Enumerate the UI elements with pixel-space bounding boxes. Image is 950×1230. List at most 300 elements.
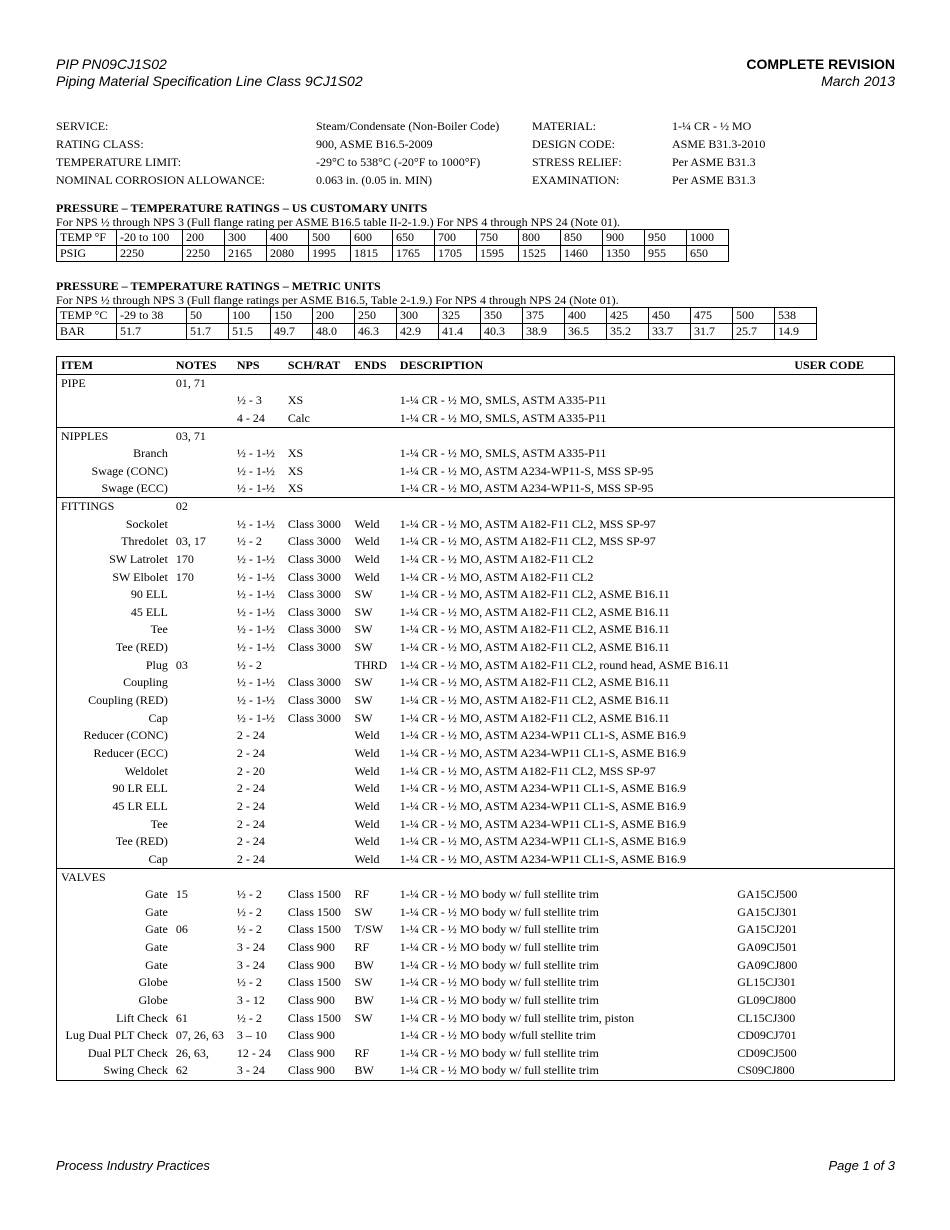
nps-cell: 4 - 24 <box>236 410 265 425</box>
user-code-cell: GA15CJ301 <box>737 904 798 919</box>
metric-bar-cell: 40.3 <box>481 324 523 340</box>
us-temp-cell: 500 <box>309 230 351 246</box>
ends-cell: T/SW <box>354 922 384 937</box>
notes-cell: 03, 17 <box>175 534 206 549</box>
ends-cell: Weld <box>354 745 380 760</box>
item-cell: Lift Check <box>116 1010 168 1025</box>
notes-cell <box>172 798 233 816</box>
metric-ratings-table <box>56 307 817 340</box>
description-cell: 1-¼ CR - ½ MO, ASTM A182-F11 CL2, MSS SP-97 <box>399 516 656 531</box>
table-row <box>57 727 895 745</box>
user-code-cell <box>733 569 894 587</box>
item-cell: Globe <box>138 975 168 990</box>
nps-cell: ½ - 2 <box>236 887 262 902</box>
description-cell <box>396 868 733 886</box>
metric-bar-cell: 35.2 <box>607 324 649 340</box>
item-cell: Globe <box>138 992 168 1007</box>
description-cell: 1-¼ CR - ½ MO, ASTM A182-F11 CL2 <box>399 569 594 584</box>
us-temp-cell: 800 <box>519 230 561 246</box>
nps-cell: 2 - 24 <box>236 798 265 813</box>
table-row <box>57 833 895 851</box>
col-header-item: ITEM <box>57 357 172 375</box>
user-code-cell <box>733 657 894 675</box>
item-cell: VALVES <box>57 868 172 886</box>
group-row <box>57 427 895 445</box>
ends-cell: SW <box>354 604 373 619</box>
col-header-nps: NPS <box>233 357 284 375</box>
group-row <box>57 498 895 516</box>
ends-cell: Weld <box>354 834 380 849</box>
sch-rat-cell: Class 3000 <box>287 693 341 708</box>
us-psig-cell: 2250 <box>183 246 225 262</box>
nps-cell: 12 - 24 <box>236 1045 271 1060</box>
us-temp-row <box>57 230 729 246</box>
table-row <box>57 569 895 587</box>
metric-temp-row <box>57 308 817 324</box>
table-row <box>57 604 895 622</box>
description-cell: 1-¼ CR - ½ MO body w/full stellite trim <box>399 1028 596 1043</box>
description-cell: 1-¼ CR - ½ MO, ASTM A182-F11 CL2, ASME B16.11 <box>399 693 670 708</box>
table-row <box>57 780 895 798</box>
sch-rat-cell <box>284 427 351 445</box>
info-label: TEMPERATURE LIMIT: <box>56 155 182 169</box>
item-cell: Gate <box>145 904 168 919</box>
item-cell: Coupling <box>123 675 168 690</box>
doc-id: PIP PN09CJ1S02 <box>56 56 167 72</box>
description-cell: 1-¼ CR - ½ MO, ASTM A234-WP11-S, MSS SP-95 <box>399 481 654 496</box>
ends-cell <box>351 480 396 498</box>
metric-ratings-note: For NPS ½ through NPS 3 (Full flange ratings per ASME B16.5, Table 2-1.9.) For NPS 4 through NPS 24 (Note 01). <box>56 293 619 307</box>
user-code-cell <box>733 621 894 639</box>
description-cell: 1-¼ CR - ½ MO, ASTM A234-WP11 CL1-S, ASME B16.9 <box>399 728 687 743</box>
sch-rat-cell: Class 3000 <box>287 587 341 602</box>
info-left-values <box>316 117 499 189</box>
description-cell <box>396 375 733 393</box>
sch-rat-cell: Class 900 <box>287 992 335 1007</box>
user-code-cell: CL15CJ300 <box>737 1010 796 1025</box>
nps-cell: ½ - 1-½ <box>236 587 275 602</box>
notes-cell: 02 <box>172 498 233 516</box>
nps-cell: 3 - 24 <box>236 940 265 954</box>
ends-cell: SW <box>354 710 373 725</box>
nps-cell: ½ - 1-½ <box>236 481 275 496</box>
user-code-cell <box>733 816 894 834</box>
us-temp-row-label: TEMP °F <box>57 230 117 246</box>
us-psig-cell: 1525 <box>519 246 561 262</box>
table-row <box>57 745 895 763</box>
metric-bar-cell: 42.9 <box>397 324 439 340</box>
notes-cell <box>172 639 233 657</box>
nps-cell: ½ - 1-½ <box>236 446 275 461</box>
item-cell: SW Latrolet <box>109 551 168 566</box>
item-cell: Coupling (RED) <box>88 693 168 708</box>
us-pressure-row <box>57 246 729 262</box>
us-ratings-section <box>56 201 895 262</box>
table-row <box>57 974 895 992</box>
description-cell: 1-¼ CR - ½ MO body w/ full stellite trim <box>399 1045 599 1060</box>
nps-cell: ½ - 2 <box>236 534 262 549</box>
user-code-cell <box>733 463 894 481</box>
nps-cell: 2 - 24 <box>236 851 265 866</box>
sch-rat-cell: Class 1500 <box>287 887 341 902</box>
table-row <box>57 551 895 569</box>
notes-cell: 26, 63, <box>175 1045 209 1060</box>
materials-header-row <box>57 357 895 375</box>
user-code-cell <box>733 480 894 498</box>
item-cell: FITTINGS <box>57 498 172 516</box>
metric-bar-row-label: BAR <box>57 324 117 340</box>
us-temp-cell: 600 <box>351 230 393 246</box>
user-code-cell <box>733 798 894 816</box>
metric-temp-cell: 250 <box>355 308 397 324</box>
notes-cell: 61 <box>175 1010 188 1025</box>
metric-temp-cell: -29 to 38 <box>117 308 187 324</box>
us-psig-cell: 1595 <box>477 246 519 262</box>
page-number: Page 1 of 3 <box>828 1158 895 1173</box>
item-cell: Gate <box>145 887 168 902</box>
notes-cell <box>172 586 233 604</box>
user-code-cell <box>733 498 894 516</box>
table-row <box>57 480 895 498</box>
sch-rat-cell <box>284 375 351 393</box>
nps-cell <box>233 427 284 445</box>
ends-cell: Weld <box>354 551 380 566</box>
group-row <box>57 375 895 393</box>
notes-cell: 01, 71 <box>175 376 206 390</box>
metric-ratings-section <box>56 279 895 340</box>
item-cell: Dual PLT Check <box>87 1045 168 1060</box>
metric-temp-cell: 450 <box>649 308 691 324</box>
metric-temp-cell: 150 <box>271 308 313 324</box>
metric-temp-cell: 50 <box>187 308 229 324</box>
table-row <box>57 657 895 675</box>
ends-cell: SW <box>354 904 373 919</box>
nps-cell: ½ - 2 <box>236 1010 262 1025</box>
item-cell: 90 LR ELL <box>112 781 168 796</box>
us-psig-cell: 1995 <box>309 246 351 262</box>
table-row <box>57 586 895 604</box>
description-cell: 1-¼ CR - ½ MO body w/ full stellite trim <box>399 922 599 937</box>
table-row <box>57 798 895 816</box>
description-cell: 1-¼ CR - ½ MO, ASTM A182-F11 CL2, ASME B16.11 <box>399 710 670 725</box>
sch-rat-cell: XS <box>287 446 304 461</box>
metric-bar-cell: 48.0 <box>313 324 355 340</box>
sch-rat-cell: Class 1500 <box>287 904 341 919</box>
metric-bar-cell: 38.9 <box>523 324 565 340</box>
item-cell: Lug Dual PLT Check <box>65 1028 168 1043</box>
user-code-cell: CD09CJ701 <box>737 1028 797 1043</box>
doc-date: March 2013 <box>821 73 895 89</box>
info-label: MATERIAL: <box>532 119 596 133</box>
notes-cell <box>172 727 233 745</box>
user-code-cell: GA15CJ500 <box>737 887 798 902</box>
notes-cell <box>172 692 233 710</box>
document-page <box>56 56 895 1081</box>
info-label: DESIGN CODE: <box>532 137 615 151</box>
user-code-cell <box>733 604 894 622</box>
notes-cell: 07, 26, 63 <box>175 1028 224 1043</box>
nps-cell: 2 - 24 <box>236 816 265 831</box>
item-cell: Tee <box>150 622 168 637</box>
item-cell: Gate <box>145 957 168 972</box>
page-footer <box>56 1158 895 1173</box>
ends-cell: SW <box>354 693 373 708</box>
description-cell: 1-¼ CR - ½ MO, ASTM A234-WP11-S, MSS SP-95 <box>399 463 654 478</box>
sch-rat-cell: XS <box>287 481 304 496</box>
user-code-cell <box>733 533 894 551</box>
item-cell: Weldolet <box>124 763 168 778</box>
item-cell: Reducer (CONC) <box>83 728 168 743</box>
metric-bar-cell: 46.3 <box>355 324 397 340</box>
notes-cell <box>172 992 233 1010</box>
ends-cell: Weld <box>354 851 380 866</box>
ends-cell: SW <box>354 675 373 690</box>
table-row <box>57 463 895 481</box>
description-cell: 1-¼ CR - ½ MO, ASTM A182-F11 CL2, ASME B16.11 <box>399 622 670 637</box>
nps-cell: ½ - 2 <box>236 904 262 919</box>
table-row <box>57 445 895 463</box>
metric-bar-cell: 51.7 <box>187 324 229 340</box>
ends-cell: Weld <box>354 534 380 549</box>
description-cell: 1-¼ CR - ½ MO body w/ full stellite trim <box>399 975 599 990</box>
table-row <box>57 692 895 710</box>
sch-rat-cell <box>284 727 351 745</box>
sch-rat-cell: Class 3000 <box>287 640 341 655</box>
notes-cell <box>172 745 233 763</box>
sch-rat-cell: XS <box>287 463 304 478</box>
description-cell: 1-¼ CR - ½ MO, ASTM A234-WP11 CL1-S, ASME B16.9 <box>399 816 687 831</box>
item-cell: Swage (ECC) <box>101 481 168 496</box>
description-cell: 1-¼ CR - ½ MO, ASTM A182-F11 CL2, MSS SP-97 <box>399 534 656 549</box>
metric-temp-cell: 100 <box>229 308 271 324</box>
user-code-cell: GL15CJ301 <box>737 975 796 990</box>
nps-cell: 3 - 24 <box>236 957 265 972</box>
nps-cell: ½ - 2 <box>236 922 262 937</box>
user-code-cell <box>733 674 894 692</box>
materials-table <box>56 356 895 1081</box>
us-psig-row-label: PSIG <box>57 246 117 262</box>
spec-info-block <box>56 117 895 189</box>
item-cell: NIPPLES <box>57 427 172 445</box>
metric-temp-cell: 325 <box>439 308 481 324</box>
user-code-cell <box>733 710 894 728</box>
table-row <box>57 710 895 728</box>
description-cell: 1-¼ CR - ½ MO, ASTM A234-WP11 CL1-S, ASME B16.9 <box>399 798 687 813</box>
notes-cell: 62 <box>175 1063 188 1078</box>
sch-rat-cell <box>284 851 351 869</box>
notes-cell <box>172 604 233 622</box>
ends-cell: SW <box>354 640 373 655</box>
nps-cell: ½ - 1-½ <box>236 640 275 655</box>
header-row-1 <box>56 56 895 73</box>
sch-rat-cell <box>284 745 351 763</box>
sch-rat-cell: XS <box>287 393 304 408</box>
sch-rat-cell: Class 1500 <box>287 1010 341 1025</box>
sch-rat-cell: Class 900 <box>287 940 335 954</box>
metric-temp-cell: 200 <box>313 308 355 324</box>
ends-cell <box>351 375 396 393</box>
us-psig-cell: 2080 <box>267 246 309 262</box>
table-row <box>57 410 895 428</box>
table-row <box>57 674 895 692</box>
nps-cell: ½ - 2 <box>236 657 262 672</box>
notes-cell <box>172 763 233 781</box>
ends-cell: SW <box>354 622 373 637</box>
nps-cell: 2 - 24 <box>236 781 265 796</box>
table-row <box>57 886 895 904</box>
user-code-cell <box>733 639 894 657</box>
footer-org: Process Industry Practices <box>56 1158 210 1173</box>
metric-temp-row-label: TEMP °C <box>57 308 117 324</box>
user-code-cell <box>733 516 894 534</box>
us-psig-cell: 1460 <box>561 246 603 262</box>
info-label: RATING CLASS: <box>56 137 144 151</box>
metric-bar-cell: 36.5 <box>565 324 607 340</box>
description-cell: 1-¼ CR - ½ MO body w/ full stellite trim <box>399 887 599 902</box>
sch-rat-cell: Class 900 <box>287 1028 335 1043</box>
col-header-sch: SCH/RAT <box>284 357 351 375</box>
sch-rat-cell: Class 1500 <box>287 922 341 937</box>
item-cell: Tee (RED) <box>115 640 168 655</box>
user-code-cell <box>733 375 894 393</box>
us-temp-cell: 1000 <box>687 230 729 246</box>
metric-bar-cell: 31.7 <box>691 324 733 340</box>
us-temp-cell: -20 to 100 <box>117 230 183 246</box>
sch-rat-cell: Class 3000 <box>287 551 341 566</box>
ends-cell <box>351 1027 396 1045</box>
revision-label: COMPLETE REVISION <box>746 56 895 72</box>
description-cell: 1-¼ CR - ½ MO body w/ full stellite trim <box>399 904 599 919</box>
col-header-description: DESCRIPTION <box>396 357 733 375</box>
item-cell: Gate <box>145 922 168 937</box>
notes-cell <box>172 674 233 692</box>
nps-cell: ½ - 1-½ <box>236 604 275 619</box>
description-cell: 1-¼ CR - ½ MO body w/ full stellite trim <box>399 957 599 972</box>
info-right-labels <box>532 117 622 189</box>
sch-rat-cell <box>284 868 351 886</box>
sch-rat-cell <box>284 657 351 675</box>
table-row <box>57 992 895 1010</box>
user-code-cell: GA09CJ800 <box>737 957 798 972</box>
nps-cell: ½ - 1-½ <box>236 675 275 690</box>
nps-cell: 2 - 24 <box>236 745 265 760</box>
metric-bar-cell: 49.7 <box>271 324 313 340</box>
notes-cell <box>172 480 233 498</box>
info-value: Steam/Condensate (Non-Boiler Code) <box>316 119 500 133</box>
notes-cell <box>172 463 233 481</box>
nps-cell: ½ - 2 <box>236 975 262 990</box>
notes-cell <box>172 957 233 975</box>
nps-cell: 2 - 20 <box>236 763 265 778</box>
table-row <box>57 516 895 534</box>
ends-cell: Weld <box>354 728 380 743</box>
notes-cell <box>172 904 233 922</box>
user-code-cell <box>733 410 894 428</box>
description-cell: 1-¼ CR - ½ MO body w/ full stellite trim <box>399 1063 599 1078</box>
header-row-2 <box>56 73 895 90</box>
table-row <box>57 921 895 939</box>
notes-cell: 170 <box>175 569 194 584</box>
ends-cell <box>351 427 396 445</box>
nps-cell: ½ - 1-½ <box>236 622 275 637</box>
sch-rat-cell: Class 3000 <box>287 710 341 725</box>
item-cell: Cap <box>148 710 168 725</box>
metric-temp-cell: 475 <box>691 308 733 324</box>
sch-rat-cell <box>284 798 351 816</box>
table-row <box>57 392 895 410</box>
us-psig-cell: 955 <box>645 246 687 262</box>
sch-rat-cell: Calc <box>287 410 310 425</box>
nps-cell: 3 - 24 <box>236 1063 265 1078</box>
user-code-cell <box>733 551 894 569</box>
notes-cell <box>172 974 233 992</box>
notes-cell: 03, 71 <box>172 427 233 445</box>
notes-cell <box>172 445 233 463</box>
sch-rat-cell: Class 3000 <box>287 604 341 619</box>
item-cell: Branch <box>133 446 168 461</box>
info-label: NOMINAL CORROSION ALLOWANCE: <box>56 173 265 187</box>
group-row <box>57 868 895 886</box>
us-temp-cell: 300 <box>225 230 267 246</box>
table-row <box>57 1027 895 1045</box>
description-cell: 1-¼ CR - ½ MO, ASTM A234-WP11 CL1-S, ASME B16.9 <box>399 851 687 866</box>
description-cell: 1-¼ CR - ½ MO, SMLS, ASTM A335-P11 <box>399 393 607 408</box>
metric-temp-cell: 300 <box>397 308 439 324</box>
sch-rat-cell <box>284 780 351 798</box>
item-cell: Reducer (ECC) <box>93 745 168 760</box>
info-label: EXAMINATION: <box>532 173 620 187</box>
sch-rat-cell: Class 3000 <box>287 675 341 690</box>
item-cell: Plug <box>145 657 168 672</box>
table-row <box>57 1010 895 1028</box>
sch-rat-cell <box>284 498 351 516</box>
nps-cell: 3 – 10 <box>236 1028 267 1043</box>
description-cell <box>396 427 733 445</box>
notes-cell <box>172 868 233 886</box>
notes-cell <box>172 816 233 834</box>
nps-cell: ½ - 1-½ <box>236 551 275 566</box>
metric-temp-cell: 350 <box>481 308 523 324</box>
info-value: Per ASME B31.3 <box>672 173 756 187</box>
us-psig-cell: 1815 <box>351 246 393 262</box>
ends-cell: SW <box>354 975 373 990</box>
item-cell: Thredolet <box>121 534 168 549</box>
item-cell: 45 ELL <box>130 604 168 619</box>
metric-bar-cell: 51.7 <box>117 324 187 340</box>
us-psig-cell: 2250 <box>117 246 183 262</box>
nps-cell: ½ - 1-½ <box>236 463 275 478</box>
ends-cell <box>351 392 396 410</box>
nps-cell: ½ - 1-½ <box>236 693 275 708</box>
ends-cell <box>351 410 396 428</box>
user-code-cell: GA09CJ501 <box>737 940 798 954</box>
description-cell: 1-¼ CR - ½ MO body w/ full stellite trim <box>399 940 599 954</box>
ends-cell: Weld <box>354 516 380 531</box>
table-row <box>57 939 895 957</box>
ends-cell <box>351 445 396 463</box>
user-code-cell <box>733 392 894 410</box>
notes-cell <box>172 410 233 428</box>
table-row <box>57 851 895 869</box>
notes-cell: 06 <box>175 922 188 937</box>
us-psig-cell: 2165 <box>225 246 267 262</box>
metric-bar-cell: 51.5 <box>229 324 271 340</box>
ends-cell: RF <box>354 887 370 902</box>
metric-bar-cell: 33.7 <box>649 324 691 340</box>
table-row <box>57 816 895 834</box>
user-code-cell: GL09CJ800 <box>737 992 796 1007</box>
description-cell: 1-¼ CR - ½ MO, ASTM A182-F11 CL2, ASME B16.11 <box>399 675 670 690</box>
